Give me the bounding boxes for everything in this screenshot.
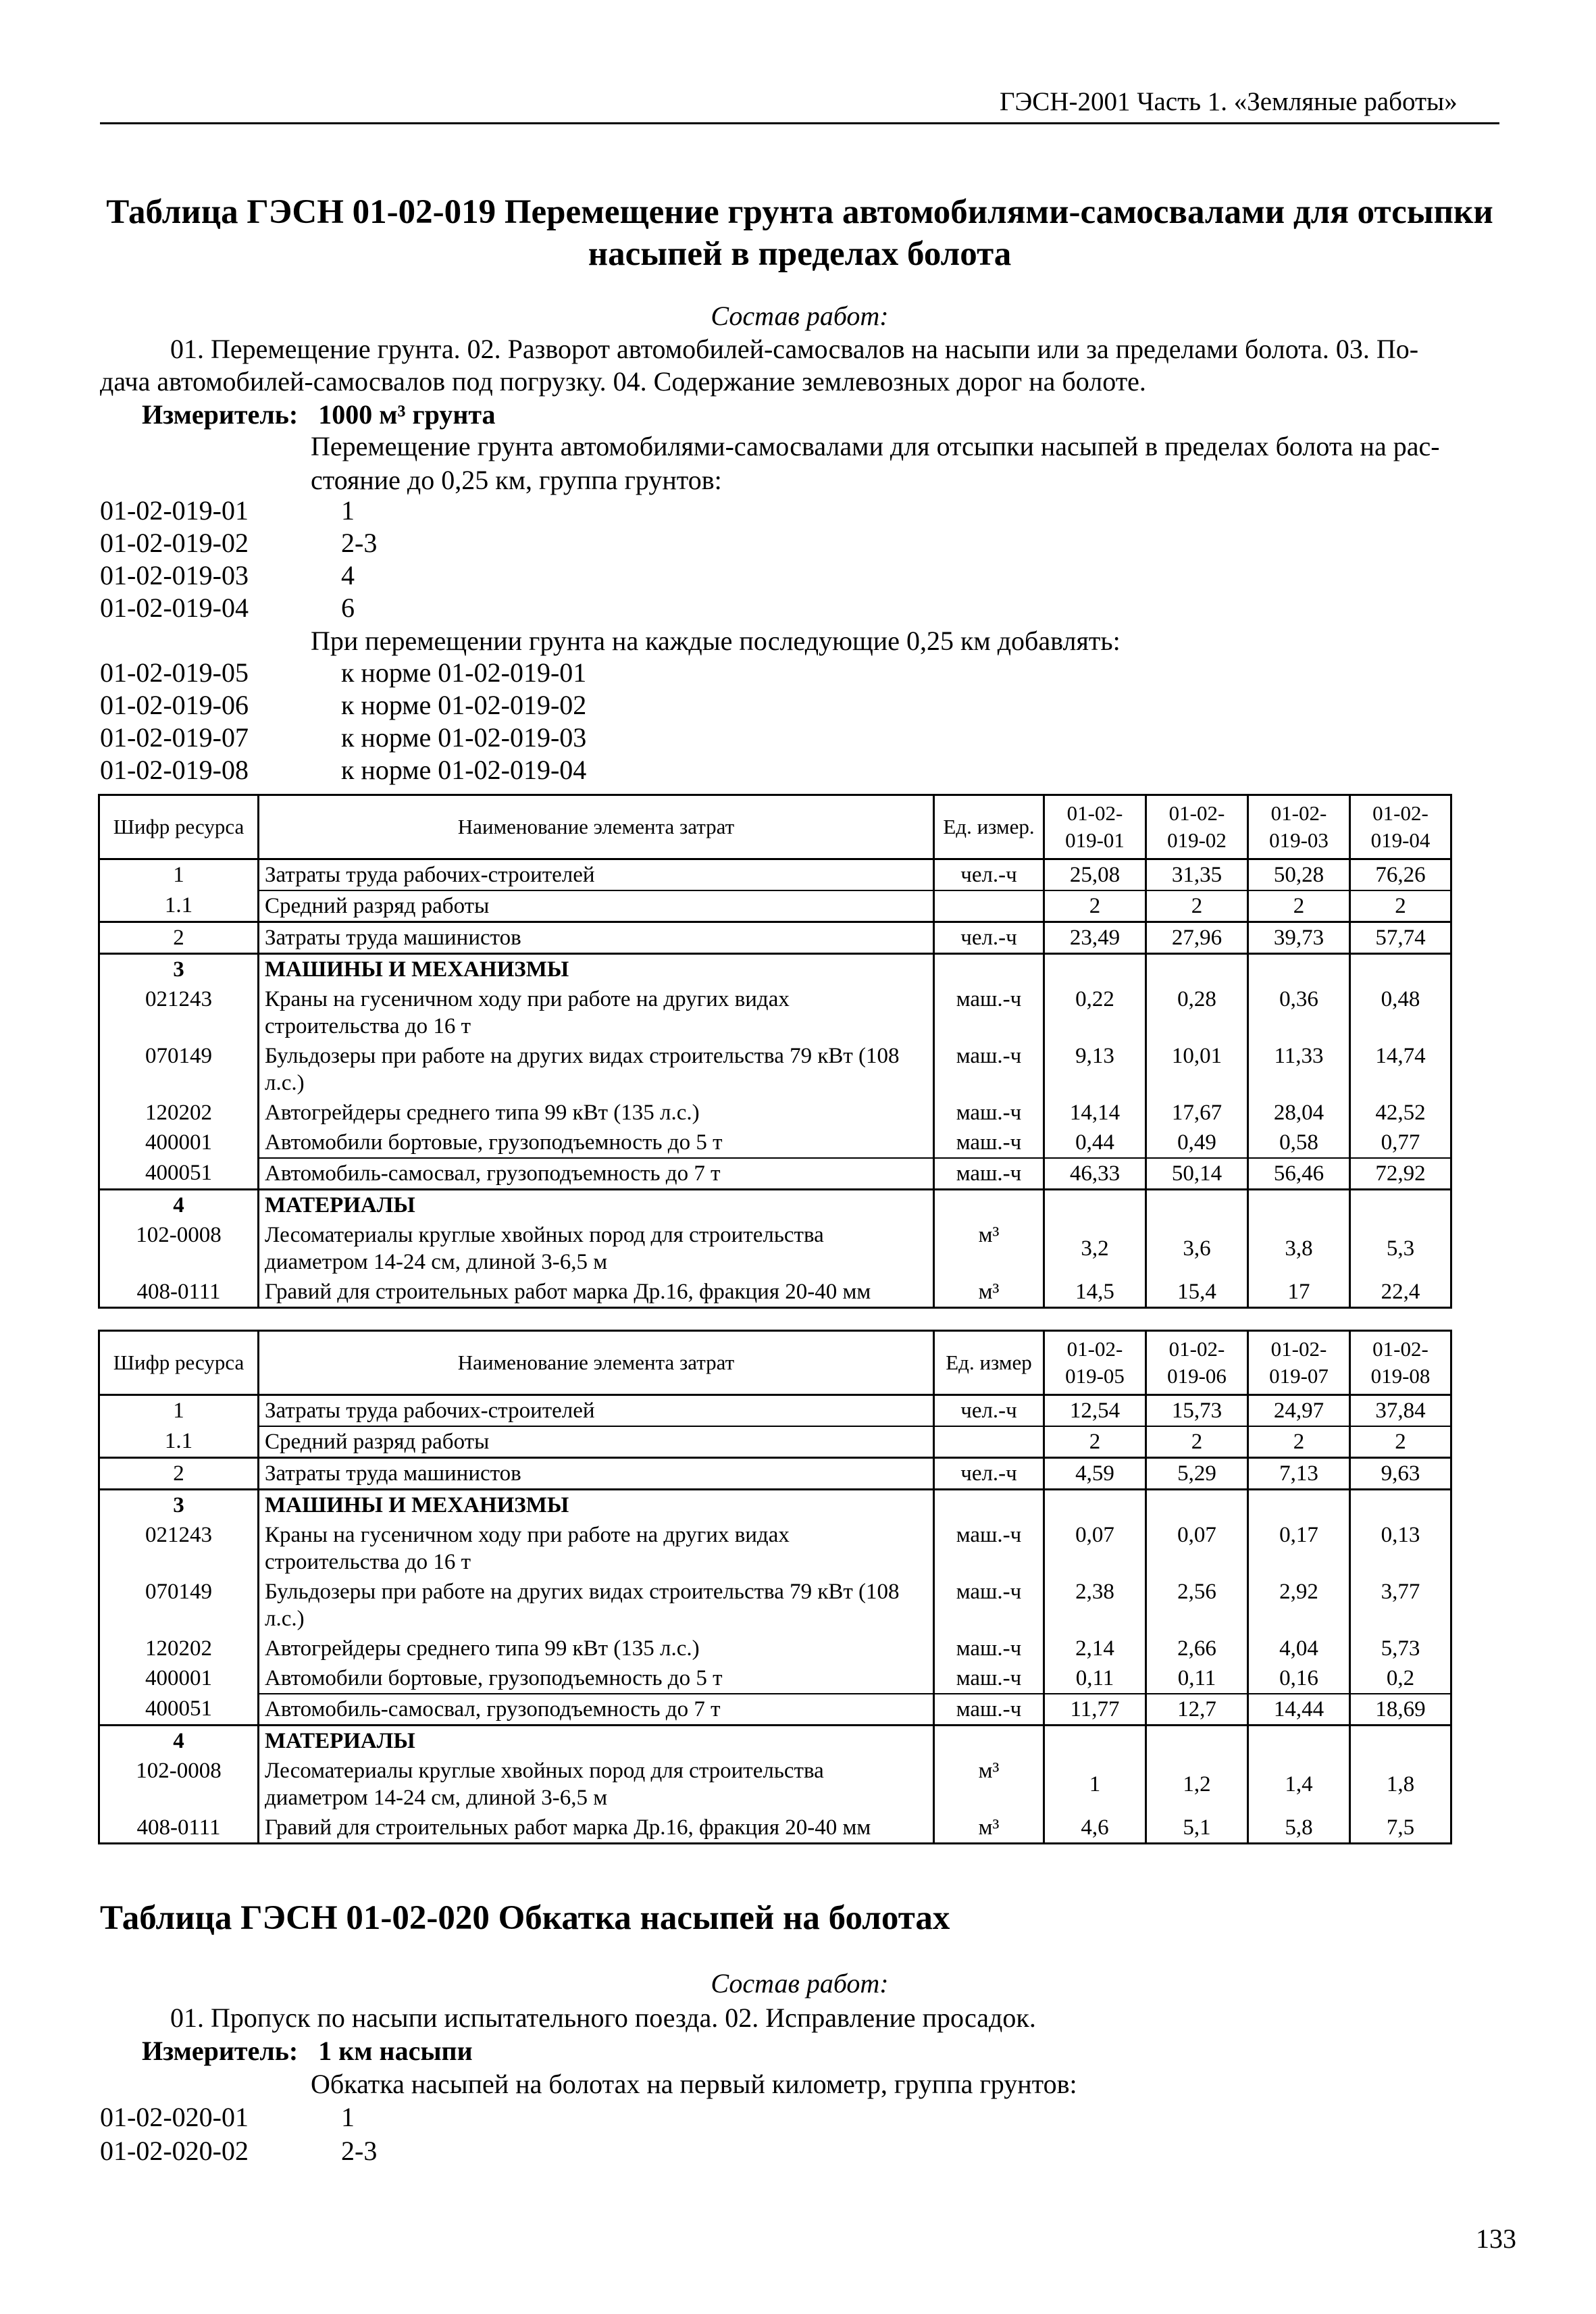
measure-row <box>142 399 496 430</box>
row-value: 3,77 <box>1350 1577 1451 1634</box>
item-value: 1 <box>341 495 355 526</box>
row-unit: маш.-ч <box>934 1694 1044 1726</box>
row-unit: маш.-ч <box>934 1128 1044 1158</box>
col-header-unit: Ед. измер. <box>934 795 1044 859</box>
row-unit: м³ <box>934 1277 1044 1308</box>
row-unit: м³ <box>934 1813 1044 1844</box>
item-value: к норме 01-02-019-01 <box>341 657 587 688</box>
col-header-norm: 01-02-019-07 <box>1248 1331 1350 1395</box>
row-value: 15,73 <box>1146 1395 1248 1427</box>
row-code: 400051 <box>99 1158 259 1190</box>
table-row <box>99 1663 1451 1694</box>
row-value: 0,48 <box>1350 984 1451 1041</box>
row-name: Автогрейдеры среднего типа 99 кВт (135 л.с.) <box>259 1634 934 1663</box>
row-value: 37,84 <box>1350 1395 1451 1427</box>
row-value: 18,69 <box>1350 1694 1451 1726</box>
col-header-norm: 01-02-019-01 <box>1044 795 1146 859</box>
row-unit: чел.-ч <box>934 1458 1044 1490</box>
row-value: 22,4 <box>1350 1277 1451 1308</box>
row-code: 1 <box>99 859 259 891</box>
row-value: 17 <box>1248 1277 1350 1308</box>
row-value: 0,58 <box>1248 1128 1350 1158</box>
table-header-row <box>99 795 1451 859</box>
resource-table-b <box>98 1330 1452 1844</box>
row-value: 14,5 <box>1044 1277 1146 1308</box>
sostav-label: Состав работ: <box>711 301 889 331</box>
table-header-row <box>99 1331 1451 1395</box>
item-code: 01-02-019-06 <box>100 690 249 720</box>
row-value: 9,13 <box>1044 1041 1146 1098</box>
row-code: 1 <box>99 1395 259 1427</box>
table-row <box>99 1128 1451 1158</box>
table-row <box>99 984 1451 1041</box>
row-code: 021243 <box>99 1520 259 1577</box>
row-code: 2 <box>99 1458 259 1490</box>
table-row <box>99 1694 1451 1726</box>
row-value: 24,97 <box>1248 1395 1350 1427</box>
lead1-line1: Перемещение грунта автомобилями-самосвалами для отсыпки насыпей в пределах болота на рас- <box>311 431 1440 461</box>
row-code: 120202 <box>99 1634 259 1663</box>
row-name: Автомобиль-самосвал, грузоподъемность до 7 т <box>259 1694 934 1726</box>
row-name: Средний разряд работы <box>259 1426 934 1458</box>
row-unit: м³ <box>934 1220 1044 1277</box>
row-unit: маш.-ч <box>934 1098 1044 1128</box>
row-unit: маш.-ч <box>934 1577 1044 1634</box>
col-header-code: Шифр ресурса <box>99 1331 259 1395</box>
row-name: Гравий для строительных работ марка Др.16, фракция 20-40 мм <box>259 1813 934 1844</box>
item-code: 01-02-019-02 <box>100 528 249 558</box>
row-value: 5,29 <box>1146 1458 1248 1490</box>
row-value: 1,2 <box>1146 1756 1248 1813</box>
table-row <box>99 1813 1451 1844</box>
row-value: 0,44 <box>1044 1128 1146 1158</box>
table2-sostav-text: 01. Пропуск по насыпи испытательного поезда. 02. Исправление просадок. <box>170 2003 1036 2033</box>
row-value: 0,28 <box>1146 984 1248 1041</box>
row-value: 39,73 <box>1248 922 1350 954</box>
item-value: 4 <box>341 560 355 590</box>
row-value: 42,52 <box>1350 1098 1451 1128</box>
row-unit: маш.-ч <box>934 1158 1044 1190</box>
item-code: 01-02-019-03 <box>100 560 249 590</box>
row-code: 3 <box>99 1490 259 1521</box>
row-value: 25,08 <box>1044 859 1146 891</box>
item-value: 1 <box>341 2102 355 2132</box>
sostav-text-line1: 01. Перемещение грунта. 02. Разворот автомобилей-самосвалов на насыпи или за пределами болота. 03. По- <box>170 334 1419 364</box>
row-value: 3,6 <box>1146 1220 1248 1277</box>
row-code: 400051 <box>99 1694 259 1726</box>
table2-lead: Обкатка насыпей на болотах на первый километр, группа грунтов: <box>311 2069 1077 2099</box>
row-code: 408-0111 <box>99 1813 259 1844</box>
row-code: 4 <box>99 1726 259 1757</box>
row-value: 10,01 <box>1146 1041 1248 1098</box>
row-name: Лесоматериалы круглые хвойных пород для строительства диаметром 14-24 см, длиной 3-6,5 м <box>259 1220 934 1277</box>
row-value: 14,74 <box>1350 1041 1451 1098</box>
row-value: 2,66 <box>1146 1634 1248 1663</box>
row-value: 17,67 <box>1146 1098 1248 1128</box>
row-code: 1.1 <box>99 1426 259 1458</box>
row-name: Бульдозеры при работе на других видах строительства 79 кВт (108 л.с.) <box>259 1577 934 1634</box>
col-header-norm: 01-02-019-08 <box>1350 1331 1451 1395</box>
row-value: 11,33 <box>1248 1041 1350 1098</box>
item-value: 2-3 <box>341 2136 378 2166</box>
row-value: 57,74 <box>1350 922 1451 954</box>
row-value: 2 <box>1044 1426 1146 1458</box>
row-value: 23,49 <box>1044 922 1146 954</box>
table-row <box>99 1395 1451 1427</box>
measure-value: 1000 м³ грунта <box>318 399 496 430</box>
row-value: 46,33 <box>1044 1158 1146 1190</box>
section-row <box>99 1726 1451 1757</box>
row-value: 50,14 <box>1146 1158 1248 1190</box>
row-value: 7,13 <box>1248 1458 1350 1490</box>
table-row <box>99 1220 1451 1277</box>
row-value: 2 <box>1350 890 1451 922</box>
row-name: Автомобили бортовые, грузоподъемность до 5 т <box>259 1663 934 1694</box>
row-value: 0,36 <box>1248 984 1350 1041</box>
section-title: МАТЕРИАЛЫ <box>259 1190 934 1221</box>
row-unit: маш.-ч <box>934 1520 1044 1577</box>
row-name: Автогрейдеры среднего типа 99 кВт (135 л.с.) <box>259 1098 934 1128</box>
row-value: 0,22 <box>1044 984 1146 1041</box>
row-value: 2 <box>1248 1426 1350 1458</box>
table-row <box>99 859 1451 891</box>
row-value: 72,92 <box>1350 1158 1451 1190</box>
row-value: 2 <box>1350 1426 1451 1458</box>
row-code: 102-0008 <box>99 1756 259 1813</box>
row-value: 2 <box>1146 890 1248 922</box>
row-value: 31,35 <box>1146 859 1248 891</box>
measure-label: Измеритель: <box>142 2036 299 2066</box>
row-code: 2 <box>99 922 259 954</box>
col-header-unit: Ед. измер <box>934 1331 1044 1395</box>
row-value: 12,54 <box>1044 1395 1146 1427</box>
row-value: 4,6 <box>1044 1813 1146 1844</box>
item-code: 01-02-020-02 <box>100 2136 249 2166</box>
header-rule <box>100 122 1499 124</box>
row-value: 5,73 <box>1350 1634 1451 1663</box>
row-value: 28,04 <box>1248 1098 1350 1128</box>
item-value: к норме 01-02-019-03 <box>341 722 587 753</box>
table-row <box>99 1520 1451 1577</box>
row-value: 14,14 <box>1044 1098 1146 1128</box>
item-code: 01-02-019-07 <box>100 722 249 753</box>
item-code: 01-02-019-05 <box>100 657 249 688</box>
row-value: 4,59 <box>1044 1458 1146 1490</box>
table-row <box>99 1098 1451 1128</box>
row-value: 11,77 <box>1044 1694 1146 1726</box>
section-row <box>99 1490 1451 1521</box>
row-code: 3 <box>99 954 259 985</box>
row-name: Затраты труда рабочих-строителей <box>259 1395 934 1427</box>
col-header-norm: 01-02-019-05 <box>1044 1331 1146 1395</box>
section-row <box>99 954 1451 985</box>
measure-label: Измеритель: <box>142 399 299 430</box>
row-value: 2,14 <box>1044 1634 1146 1663</box>
table-row <box>99 1158 1451 1190</box>
row-code: 120202 <box>99 1098 259 1128</box>
row-name: Затраты труда машинистов <box>259 922 934 954</box>
table-row <box>99 922 1451 954</box>
col-header-code: Шифр ресурса <box>99 795 259 859</box>
row-value: 0,07 <box>1044 1520 1146 1577</box>
table1-title-line2: насыпей в пределах болота <box>588 235 1012 273</box>
section-title: МАШИНЫ И МЕХАНИЗМЫ <box>259 1490 934 1521</box>
row-name: Краны на гусеничном ходу при работе на других видах строительства до 16 т <box>259 984 934 1041</box>
row-name: Гравий для строительных работ марка Др.16, фракция 20-40 мм <box>259 1277 934 1308</box>
row-value: 0,11 <box>1044 1663 1146 1694</box>
row-value: 0,16 <box>1248 1663 1350 1694</box>
lead2: При перемещении грунта на каждые последующие 0,25 км добавлять: <box>311 626 1121 656</box>
item-value: к норме 01-02-019-02 <box>341 690 587 720</box>
row-unit: чел.-ч <box>934 1395 1044 1427</box>
row-unit: м³ <box>934 1756 1044 1813</box>
row-value: 12,7 <box>1146 1694 1248 1726</box>
table2-title: Таблица ГЭСН 01-02-020 Обкатка насыпей на болотах <box>100 1899 950 1937</box>
row-value: 0,2 <box>1350 1663 1451 1694</box>
row-value: 2,92 <box>1248 1577 1350 1634</box>
row-value: 2 <box>1248 890 1350 922</box>
row-name: Бульдозеры при работе на других видах строительства 79 кВт (108 л.с.) <box>259 1041 934 1098</box>
table-row <box>99 1756 1451 1813</box>
row-value: 3,2 <box>1044 1220 1146 1277</box>
row-code: 4 <box>99 1190 259 1221</box>
table2-sostav-label: Состав работ: <box>711 1968 889 1998</box>
row-name: Лесоматериалы круглые хвойных пород для строительства диаметром 14-24 см, длиной 3-6,5 м <box>259 1756 934 1813</box>
row-value: 1,8 <box>1350 1756 1451 1813</box>
row-value: 1,4 <box>1248 1756 1350 1813</box>
table2-measure-row <box>142 2035 473 2067</box>
section-row <box>99 1190 1451 1221</box>
row-value: 1 <box>1044 1756 1146 1813</box>
row-unit <box>934 1426 1044 1458</box>
table-row <box>99 890 1451 922</box>
resource-table-a <box>98 794 1452 1309</box>
row-value: 50,28 <box>1248 859 1350 891</box>
table-row <box>99 1577 1451 1634</box>
row-value: 9,63 <box>1350 1458 1451 1490</box>
row-value: 0,17 <box>1248 1520 1350 1577</box>
row-value: 2,38 <box>1044 1577 1146 1634</box>
row-value: 76,26 <box>1350 859 1451 891</box>
row-name: Затраты труда рабочих-строителей <box>259 859 934 891</box>
row-name: Автомобили бортовые, грузоподъемность до 5 т <box>259 1128 934 1158</box>
row-name: Краны на гусеничном ходу при работе на других видах строительства до 16 т <box>259 1520 934 1577</box>
sostav-text-line2: дача автомобилей-самосвалов под погрузку. 04. Содержание землевозных дорог на болоте. <box>100 366 1146 397</box>
row-value: 3,8 <box>1248 1220 1350 1277</box>
row-value: 0,11 <box>1146 1663 1248 1694</box>
col-header-norm: 01-02-019-04 <box>1350 795 1451 859</box>
running-header: ГЭСН-2001 Часть 1. «Земляные работы» <box>1000 87 1458 116</box>
table-row <box>99 1041 1451 1098</box>
row-code: 070149 <box>99 1041 259 1098</box>
row-name: Средний разряд работы <box>259 890 934 922</box>
row-value: 5,1 <box>1146 1813 1248 1844</box>
lead1 <box>311 430 1499 497</box>
row-value: 2 <box>1146 1426 1248 1458</box>
lead1-line2: стояние до 0,25 км, группа грунтов: <box>311 465 722 495</box>
row-value: 5,8 <box>1248 1813 1350 1844</box>
table-row <box>99 1426 1451 1458</box>
row-value: 2,56 <box>1146 1577 1248 1634</box>
row-code: 070149 <box>99 1577 259 1634</box>
item-value: 2-3 <box>341 528 378 558</box>
row-value: 27,96 <box>1146 922 1248 954</box>
col-header-norm: 01-02-019-03 <box>1248 795 1350 859</box>
item-code: 01-02-020-01 <box>100 2102 249 2132</box>
row-name: Затраты труда машинистов <box>259 1458 934 1490</box>
row-code: 102-0008 <box>99 1220 259 1277</box>
item-value: 6 <box>341 593 355 623</box>
table-row <box>99 1277 1451 1308</box>
row-value: 0,77 <box>1350 1128 1451 1158</box>
table1-title-line1: Таблица ГЭСН 01-02-019 Перемещение грунта автомобилями-самосвалами для отсыпки <box>106 193 1493 231</box>
row-unit <box>934 890 1044 922</box>
row-value: 4,04 <box>1248 1634 1350 1663</box>
row-code: 400001 <box>99 1663 259 1694</box>
row-code: 1.1 <box>99 890 259 922</box>
row-value: 5,3 <box>1350 1220 1451 1277</box>
row-code: 400001 <box>99 1128 259 1158</box>
row-value: 0,07 <box>1146 1520 1248 1577</box>
row-unit: маш.-ч <box>934 1663 1044 1694</box>
row-value: 14,44 <box>1248 1694 1350 1726</box>
row-unit: чел.-ч <box>934 922 1044 954</box>
row-value: 2 <box>1044 890 1146 922</box>
measure-value: 1 км насыпи <box>318 2036 473 2066</box>
col-header-name: Наименование элемента затрат <box>259 795 934 859</box>
row-value: 15,4 <box>1146 1277 1248 1308</box>
section-title: МАТЕРИАЛЫ <box>259 1726 934 1757</box>
item-code: 01-02-019-04 <box>100 593 249 623</box>
item-code: 01-02-019-01 <box>100 495 249 526</box>
row-unit: маш.-ч <box>934 1634 1044 1663</box>
col-header-norm: 01-02-019-06 <box>1146 1331 1248 1395</box>
item-code: 01-02-019-08 <box>100 755 249 785</box>
table-row <box>99 1634 1451 1663</box>
page-number: 133 <box>1476 2223 1516 2254</box>
row-value: 56,46 <box>1248 1158 1350 1190</box>
row-value: 7,5 <box>1350 1813 1451 1844</box>
row-unit: маш.-ч <box>934 1041 1044 1098</box>
row-unit: чел.-ч <box>934 859 1044 891</box>
row-unit: маш.-ч <box>934 984 1044 1041</box>
row-value: 0,13 <box>1350 1520 1451 1577</box>
row-code: 408-0111 <box>99 1277 259 1308</box>
section-title: МАШИНЫ И МЕХАНИЗМЫ <box>259 954 934 985</box>
row-code: 021243 <box>99 984 259 1041</box>
col-header-norm: 01-02-019-02 <box>1146 795 1248 859</box>
row-value: 0,49 <box>1146 1128 1248 1158</box>
row-name: Автомобиль-самосвал, грузоподъемность до 7 т <box>259 1158 934 1190</box>
item-value: к норме 01-02-019-04 <box>341 755 587 785</box>
col-header-name: Наименование элемента затрат <box>259 1331 934 1395</box>
table-row <box>99 1458 1451 1490</box>
